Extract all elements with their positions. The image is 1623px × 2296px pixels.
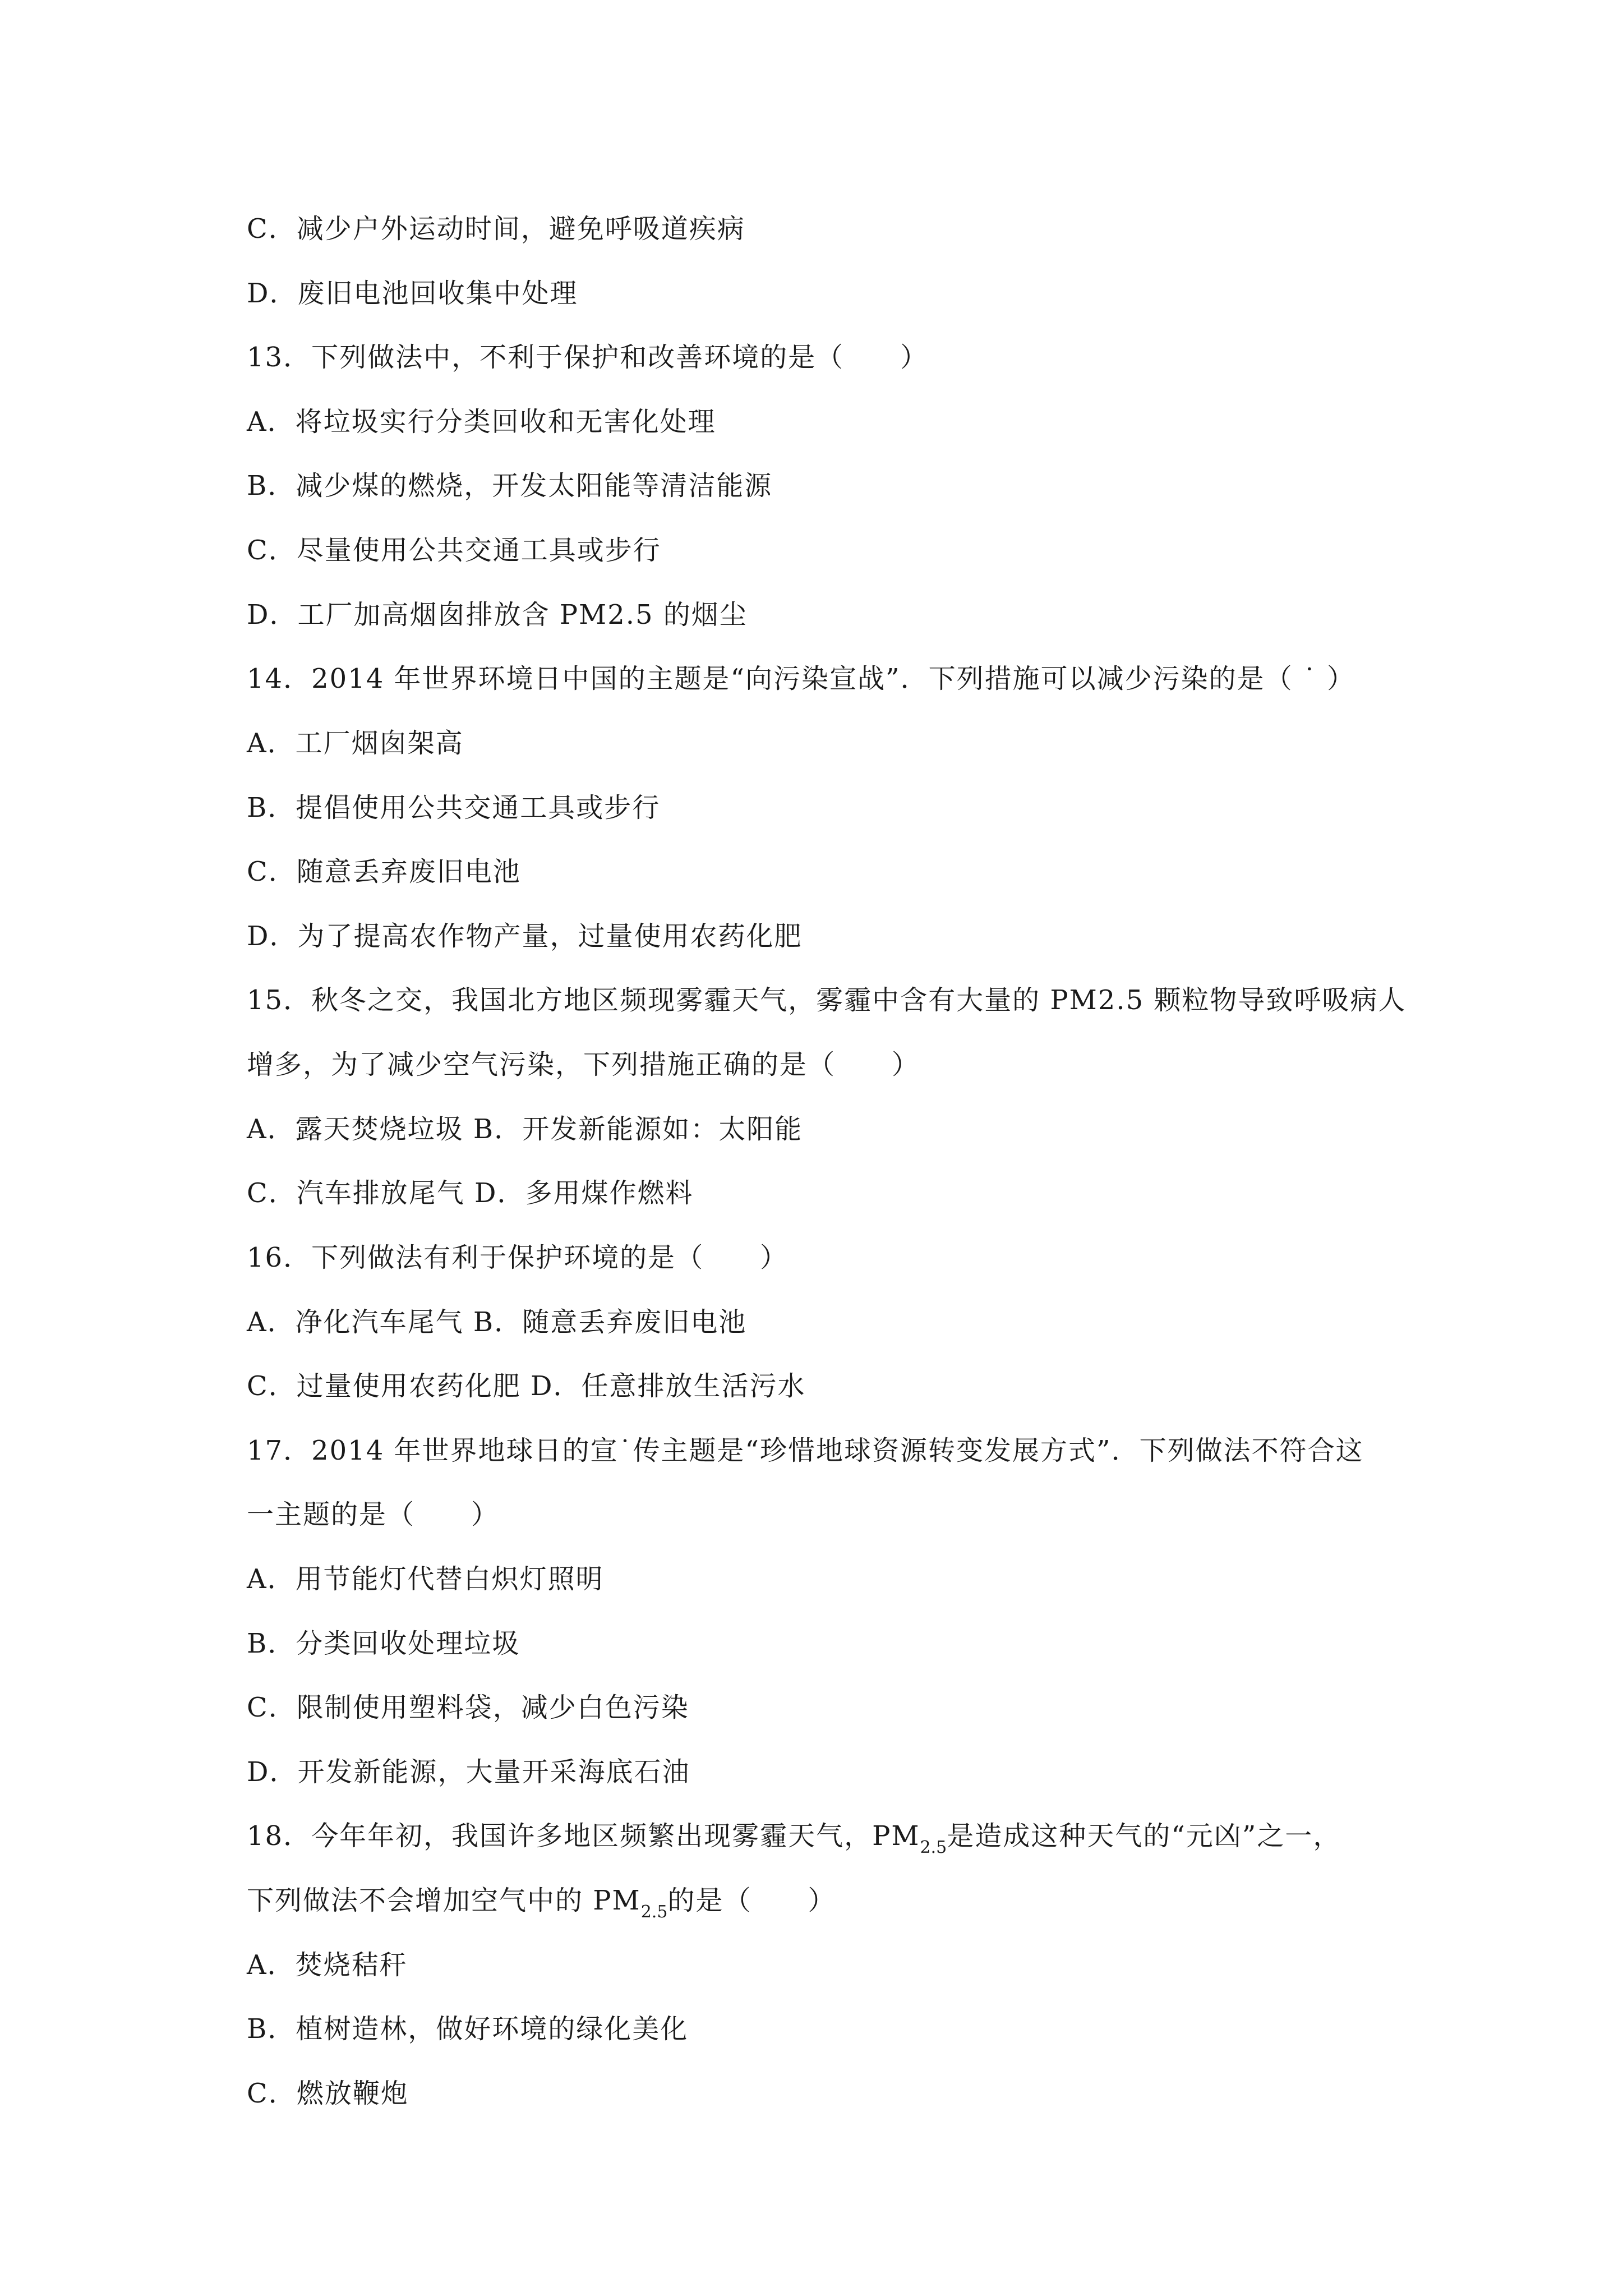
- q18-option-b: B．植树造林，做好环境的绿化美化: [247, 2013, 689, 2045]
- q13-option-a: A．将垃圾实行分类回收和无害化处理: [247, 406, 716, 438]
- q18-option-c: C．燃放鞭炮: [247, 2078, 409, 2109]
- q16-stem: 16．下列做法有利于保护环境的是（ ）: [247, 1242, 789, 1273]
- q18-stem-line1-text-b: 是造成这种天气的“元凶”之一，: [947, 1820, 1341, 1852]
- q17-option-d: D．开发新能源，大量开采海底石油: [247, 1756, 690, 1788]
- pm-subscript: 2.5: [640, 1902, 668, 1922]
- q15-options-cd: C．汽车排放尾气 D．多用煤作燃料: [247, 1177, 694, 1209]
- q15-stem-line2: 增多，为了减少空气污染，下列措施正确的是（ ）: [247, 1049, 920, 1080]
- q18-stem-line2-text-b: 的是（ ）: [667, 1885, 836, 1916]
- q15-options-ab: A．露天焚烧垃圾 B．开发新能源如：太阳能: [247, 1114, 803, 1145]
- q18-stem-line2-text-a: 下列做法不会增加空气中的 PM: [247, 1885, 641, 1916]
- q17-option-b: B．分类回收处理垃圾: [247, 1628, 520, 1659]
- q14-stem: 14．2014 年世界环境日中国的主题是“向污染宣战”．下列措施可以减少污染的是（ ˙ ）: [247, 663, 1355, 694]
- q18-option-a: A．焚烧秸秆: [247, 1949, 408, 1981]
- q17-stem-line1: 17．2014 年世界地球日的宣˙传主题是“珍惜地球资源转变发展方式”．下列做法不符合这: [247, 1435, 1364, 1466]
- q13-stem: 13．下列做法中，不利于保护和改善环境的是（ ）: [247, 342, 929, 373]
- q17-option-c: C．限制使用塑料袋，减少白色污染: [247, 1692, 689, 1723]
- q12-option-d: D．废旧电池回收集中处理: [247, 278, 578, 309]
- q12-option-c: C．减少户外运动时间，避免呼吸道疾病: [247, 213, 745, 245]
- q13-option-b: B．减少煤的燃烧，开发太阳能等清洁能源: [247, 470, 773, 501]
- q13-option-c: C．尽量使用公共交通工具或步行: [247, 535, 661, 566]
- q14-option-d: D．为了提高农作物产量，过量使用农药化肥: [247, 921, 803, 952]
- q14-option-c: C．随意丢弃废旧电池: [247, 856, 521, 887]
- pm-subscript: 2.5: [920, 1838, 947, 1857]
- q17-stem-line2: 一主题的是（ ）: [247, 1499, 500, 1530]
- q16-options-ab: A．净化汽车尾气 B．随意丢弃废旧电池: [247, 1306, 747, 1338]
- q17-option-a: A．用节能灯代替白炽灯照明: [247, 1563, 604, 1595]
- q18-stem-line1-text-a: 18．今年年初，我国许多地区频繁出现雾霾天气，PM: [247, 1820, 920, 1852]
- q14-option-a: A．工厂烟囱架高: [247, 728, 464, 759]
- q14-option-b: B．提倡使用公共交通工具或步行: [247, 792, 661, 823]
- q15-stem-line1: 15．秋冬之交，我国北方地区频现雾霾天气，雾霾中含有大量的 PM2.5 颗粒物导致呼吸病人: [247, 984, 1407, 1016]
- q16-options-cd: C．过量使用农药化肥 D．任意排放生活污水: [247, 1370, 806, 1402]
- q13-option-d: D．工厂加高烟囱排放含 PM2.5 的烟尘: [247, 599, 748, 631]
- q18-stem-line1: [247, 1819, 1341, 1865]
- q18-stem-line2: [247, 1884, 836, 1929]
